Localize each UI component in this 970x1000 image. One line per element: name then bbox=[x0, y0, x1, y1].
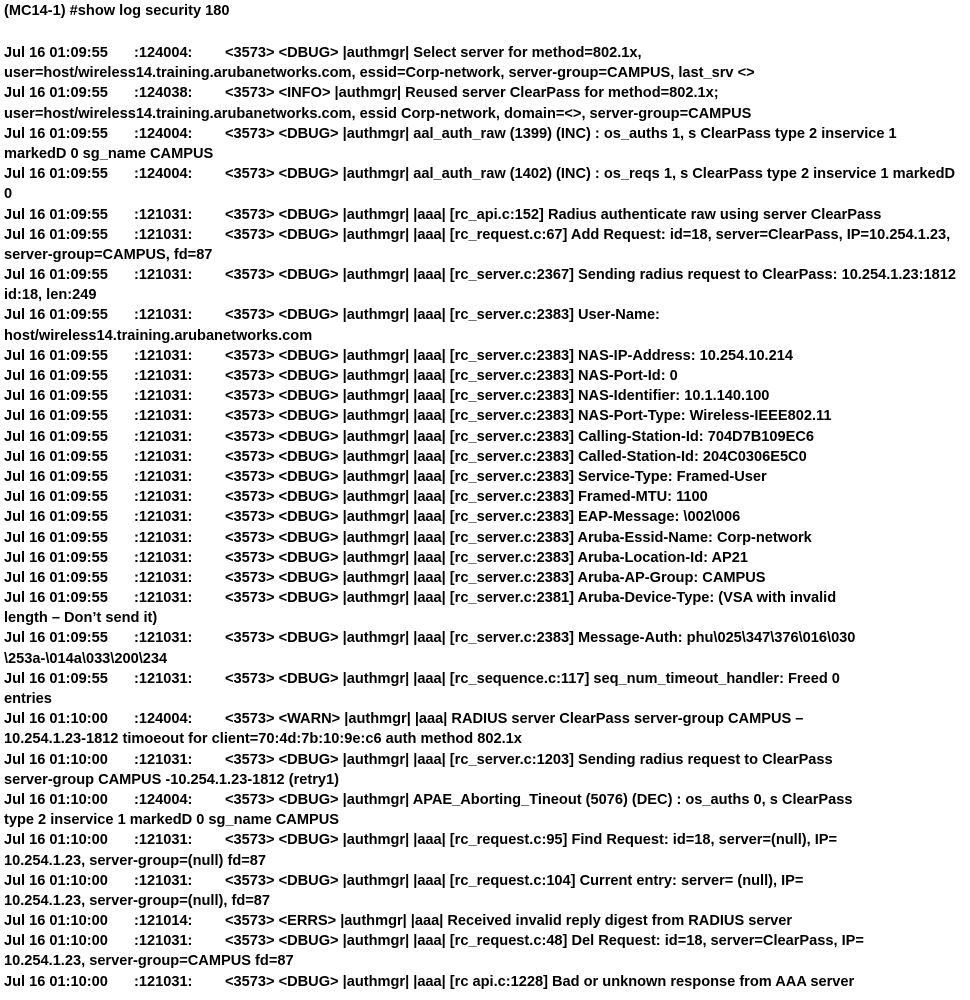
log-message-continued: host/wireless14.training.arubanetworks.com bbox=[4, 327, 313, 344]
log-code: :121031: bbox=[134, 468, 193, 485]
log-timestamp: Jul 16 01:09:55 bbox=[4, 670, 108, 687]
log-message: <3573> <WARN> |authmgr| |aaa| RADIUS server ClearPass server-group CAMPUS – bbox=[225, 711, 804, 728]
log-message: <3573> <DBUG> |authmgr| |aaa| [rc_api.c:152] Radius authenticate raw using server ClearPass bbox=[225, 206, 882, 223]
log-code: :121031: bbox=[134, 590, 193, 607]
log-line bbox=[0, 487, 970, 507]
log-code: :124004: bbox=[134, 45, 193, 61]
log-line bbox=[0, 164, 970, 184]
log-message: <3573> <DBUG> |authmgr| |aaa| [rc_request.c:67] Add Request: id=18, server=ClearPass, IP=10.254.1.23, bbox=[225, 226, 951, 243]
log-message: <3573> <DBUG> |authmgr| |aaa| [rc_request.c:95] Find Request: id=18, server=(null), IP= bbox=[225, 832, 838, 849]
log-message: <3573> <DBUG> |authmgr| |aaa| [rc_server.c:2383] Called-Station-Id: 204C0306E5C0 bbox=[225, 448, 807, 465]
log-code: :124038: bbox=[134, 85, 193, 102]
log-line bbox=[0, 205, 970, 225]
log-line bbox=[0, 406, 970, 426]
log-line-continuation bbox=[0, 608, 970, 628]
log-code: :121031: bbox=[134, 368, 193, 384]
log-entry bbox=[0, 709, 970, 749]
log-line bbox=[0, 790, 970, 810]
log-line bbox=[0, 124, 970, 144]
log-code: :121031: bbox=[134, 307, 193, 324]
log-message-continued: markedD 0 sg_name CAMPUS bbox=[4, 145, 214, 162]
log-line-continuation bbox=[0, 649, 970, 669]
log-message: <3573> <DBUG> |authmgr| aal_auth_raw (1402) (INC) : os_reqs 1, s ClearPass type 2 inservice 1 markedD bbox=[225, 166, 956, 183]
log-message: <3573> <DBUG> |authmgr| |aaa| [rc_server.c:2383] Message-Auth: phu\025\347\376\016\030 bbox=[225, 630, 856, 647]
log-code: :121031: bbox=[134, 670, 193, 687]
log-timestamp: Jul 16 01:10:00 bbox=[4, 751, 108, 768]
log-code: :121031: bbox=[134, 206, 193, 223]
log-entry bbox=[0, 669, 970, 709]
log-message: <3573> <DBUG> |authmgr| APAE_Aborting_Tineout (5076) (DEC) : os_auths 0, s ClearPass bbox=[225, 791, 853, 808]
log-entry bbox=[0, 548, 970, 568]
log-entry bbox=[0, 628, 970, 668]
log-message: <3573> <DBUG> |authmgr| |aaa| [rc api.c:1228] Bad or unknown response from AAA server bbox=[225, 973, 855, 990]
log-message: <3573> <DBUG> |authmgr| |aaa| [rc_server.c:2383] Aruba-Location-Id: AP21 bbox=[225, 549, 748, 566]
log-code: :121031: bbox=[134, 408, 193, 425]
log-code: :121031: bbox=[134, 751, 193, 768]
log-timestamp: Jul 16 01:09:55 bbox=[4, 368, 108, 384]
log-code: :124004: bbox=[134, 791, 193, 808]
log-line-continuation bbox=[0, 245, 970, 265]
log-message-continued: server-group CAMPUS -10.254.1.23-1812 (retry1) bbox=[4, 771, 339, 788]
log-code: :121031: bbox=[134, 529, 193, 546]
log-message: <3573> <DBUG> |authmgr| |aaa| [rc_request.c:48] Del Request: id=18, server=ClearPass, IP= bbox=[225, 933, 864, 950]
log-message-continued: entries bbox=[4, 691, 52, 707]
log-entry bbox=[0, 83, 970, 123]
log-message: <3573> <DBUG> |authmgr| |aaa| [rc_server.c:2383] NAS-IP-Address: 10.254.10.214 bbox=[225, 347, 793, 364]
log-timestamp: Jul 16 01:09:55 bbox=[4, 307, 108, 324]
log-entry bbox=[0, 871, 970, 911]
log-timestamp: Jul 16 01:09:55 bbox=[4, 408, 108, 425]
log-entry bbox=[0, 588, 970, 628]
log-entry bbox=[0, 750, 970, 790]
log-message: <3573> <DBUG> |authmgr| |aaa| [rc_server.c:2383] Aruba-AP-Group: CAMPUS bbox=[225, 569, 766, 586]
log-timestamp: Jul 16 01:09:55 bbox=[4, 226, 108, 243]
log-line bbox=[0, 548, 970, 568]
log-code: :121031: bbox=[134, 428, 193, 445]
log-entry bbox=[0, 972, 970, 992]
log-timestamp: Jul 16 01:10:00 bbox=[4, 791, 108, 808]
log-message: <3573> <DBUG> |authmgr| |aaa| [rc_server.c:2383] Aruba-Essid-Name: Corp-network bbox=[225, 529, 812, 546]
log-message-continued: \253a-\014a\033\200\234 bbox=[4, 650, 168, 667]
log-message: <3573> <DBUG> |authmgr| |aaa| [rc_server.c:2383] NAS-Identifier: 10.1.140.100 bbox=[225, 388, 770, 405]
log-timestamp: Jul 16 01:09:55 bbox=[4, 388, 108, 405]
log-line bbox=[0, 972, 970, 992]
log-timestamp: Jul 16 01:09:55 bbox=[4, 569, 108, 586]
log-message-continued: 10.254.1.23, server-group=(null) fd=87 bbox=[4, 852, 266, 869]
log-timestamp: Jul 16 01:09:55 bbox=[4, 630, 108, 647]
log-entry bbox=[0, 830, 970, 870]
log-entry bbox=[0, 427, 970, 447]
log-message-continued: user=host/wireless14.training.arubanetworks.com, essid=Corp-network, server-group=CAMPUS, last_srv <> bbox=[4, 65, 755, 82]
log-timestamp: Jul 16 01:10:00 bbox=[4, 933, 108, 950]
log-code: :121014: bbox=[134, 913, 193, 930]
log-code: :121031: bbox=[134, 388, 193, 405]
log-entry bbox=[0, 366, 970, 386]
log-message: <3573> <INFO> |authmgr| Reused server ClearPass for method=802.1x; bbox=[225, 85, 719, 102]
log-timestamp: Jul 16 01:09:55 bbox=[4, 509, 108, 526]
security-log bbox=[0, 43, 970, 992]
log-timestamp: Jul 16 01:10:00 bbox=[4, 711, 108, 728]
log-message-continued: 10.254.1.23, server-group=CAMPUS fd=87 bbox=[4, 953, 294, 970]
log-entry bbox=[0, 528, 970, 548]
log-line-continuation bbox=[0, 104, 970, 124]
log-entry bbox=[0, 790, 970, 830]
log-message: <3573> <DBUG> |authmgr| |aaa| [rc_server.c:2383] NAS-Port-Id: 0 bbox=[225, 368, 678, 384]
log-code: :121031: bbox=[134, 448, 193, 465]
log-message-continued: 0 bbox=[4, 186, 13, 203]
log-line bbox=[0, 507, 970, 527]
command-prompt: (MC14-1) #show log security 180 bbox=[4, 3, 230, 19]
log-code: :121031: bbox=[134, 933, 193, 950]
log-timestamp: Jul 16 01:10:00 bbox=[4, 973, 108, 990]
log-line-continuation bbox=[0, 184, 970, 204]
log-line-continuation bbox=[0, 891, 970, 911]
log-line bbox=[0, 528, 970, 548]
log-timestamp: Jul 16 01:09:55 bbox=[4, 45, 108, 61]
log-message-continued: 10.254.1.23-1812 timoeout for client=70:4d:7b:10:9e:c6 auth method 802.1x bbox=[4, 731, 522, 748]
log-entry bbox=[0, 386, 970, 406]
log-line-continuation bbox=[0, 326, 970, 346]
log-line bbox=[0, 447, 970, 467]
log-line bbox=[0, 43, 970, 63]
log-message: <3573> <DBUG> |authmgr| |aaa| [rc_server.c:2383] EAP-Message: \002\006 bbox=[225, 509, 741, 526]
log-line-continuation bbox=[0, 285, 970, 305]
log-entry bbox=[0, 164, 970, 204]
log-message: <3573> <DBUG> |authmgr| Select server for method=802.1x, bbox=[225, 45, 642, 61]
log-entry bbox=[0, 931, 970, 971]
log-line bbox=[0, 83, 970, 103]
log-code: :124004: bbox=[134, 166, 193, 183]
log-line bbox=[0, 709, 970, 729]
log-message-continued: server-group=CAMPUS, fd=87 bbox=[4, 246, 213, 263]
log-entry bbox=[0, 487, 970, 507]
log-line bbox=[0, 669, 970, 689]
log-message: <3573> <DBUG> |authmgr| |aaa| [rc_server.c:2383] Service-Type: Framed-User bbox=[225, 468, 767, 485]
log-line bbox=[0, 628, 970, 648]
log-line bbox=[0, 366, 970, 386]
log-message: <3573> <DBUG> |authmgr| |aaa| [rc_server.c:1203] Sending radius request to ClearPass bbox=[225, 751, 833, 768]
log-code: :121031: bbox=[134, 267, 193, 284]
log-message: <3573> <DBUG> |authmgr| |aaa| [rc_sequence.c:117] seq_num_timeout_handler: Freed 0 bbox=[225, 670, 840, 687]
log-line bbox=[0, 265, 970, 285]
log-line bbox=[0, 467, 970, 487]
log-line-continuation bbox=[0, 770, 970, 790]
log-entry bbox=[0, 265, 970, 305]
log-code: :121031: bbox=[134, 347, 193, 364]
log-code: :121031: bbox=[134, 872, 193, 889]
log-message: <3573> <DBUG> |authmgr| |aaa| [rc_server.c:2383] Calling-Station-Id: 704D7B109EC6 bbox=[225, 428, 814, 445]
log-timestamp: Jul 16 01:09:55 bbox=[4, 125, 108, 142]
log-message-continued: type 2 inservice 1 markedD 0 sg_name CAMPUS bbox=[4, 812, 339, 829]
log-line-continuation bbox=[0, 729, 970, 749]
log-message: <3573> <DBUG> |authmgr| |aaa| [rc_server.c:2383] NAS-Port-Type: Wireless-IEEE802.11 bbox=[225, 408, 832, 425]
log-message: <3573> <DBUG> |authmgr| |aaa| [rc_server.c:2383] Framed-MTU: 1100 bbox=[225, 489, 708, 506]
log-timestamp: Jul 16 01:09:55 bbox=[4, 347, 108, 364]
log-message: <3573> <DBUG> |authmgr| |aaa| [rc_server.c:2381] Aruba-Device-Type: (VSA with invalid bbox=[225, 590, 837, 607]
log-line bbox=[0, 305, 970, 325]
log-line-continuation bbox=[0, 144, 970, 164]
log-line bbox=[0, 386, 970, 406]
log-code: :121031: bbox=[134, 973, 193, 990]
log-entry bbox=[0, 124, 970, 164]
log-line bbox=[0, 911, 970, 931]
log-code: :121031: bbox=[134, 569, 193, 586]
log-line bbox=[0, 830, 970, 850]
log-line bbox=[0, 568, 970, 588]
log-timestamp: Jul 16 01:09:55 bbox=[4, 428, 108, 445]
log-message: <3573> <DBUG> |authmgr| |aaa| [rc_server.c:2383] User-Name: bbox=[225, 307, 660, 324]
log-message-continued: 10.254.1.23, server-group=(null), fd=87 bbox=[4, 892, 271, 909]
log-line bbox=[0, 871, 970, 891]
log-code: :121031: bbox=[134, 489, 193, 506]
log-timestamp: Jul 16 01:10:00 bbox=[4, 872, 108, 889]
log-code: :121031: bbox=[134, 549, 193, 566]
log-entry bbox=[0, 43, 970, 83]
log-line-continuation bbox=[0, 951, 970, 971]
log-code: :121031: bbox=[134, 630, 193, 647]
log-entry bbox=[0, 507, 970, 527]
log-code: :121031: bbox=[134, 509, 193, 526]
log-timestamp: Jul 16 01:09:55 bbox=[4, 549, 108, 566]
log-entry bbox=[0, 911, 970, 931]
log-timestamp: Jul 16 01:09:55 bbox=[4, 489, 108, 506]
log-timestamp: Jul 16 01:09:55 bbox=[4, 448, 108, 465]
log-line bbox=[0, 750, 970, 770]
log-entry bbox=[0, 346, 970, 366]
log-line-continuation bbox=[0, 689, 970, 709]
log-entry bbox=[0, 467, 970, 487]
log-message: <3573> <ERRS> |authmgr| |aaa| Received invalid reply digest from RADIUS server bbox=[225, 913, 793, 930]
log-line bbox=[0, 346, 970, 366]
log-timestamp: Jul 16 01:09:55 bbox=[4, 267, 108, 284]
log-timestamp: Jul 16 01:10:00 bbox=[4, 832, 108, 849]
log-message-continued: length – Don’t send it) bbox=[4, 610, 158, 627]
log-timestamp: Jul 16 01:09:55 bbox=[4, 468, 108, 485]
log-timestamp: Jul 16 01:10:00 bbox=[4, 913, 108, 930]
log-line-continuation bbox=[0, 851, 970, 871]
log-message-continued: user=host/wireless14.training.arubanetworks.com, essid Corp-network, domain=<>, server-group=CAMPUS bbox=[4, 105, 752, 122]
log-line bbox=[0, 427, 970, 447]
log-message: <3573> <DBUG> |authmgr| |aaa| [rc_server.c:2367] Sending radius request to ClearPass: 10.254.1.23:1812 bbox=[225, 267, 956, 284]
log-entry bbox=[0, 406, 970, 426]
log-entry bbox=[0, 225, 970, 265]
log-timestamp: Jul 16 01:09:55 bbox=[4, 529, 108, 546]
log-entry bbox=[0, 305, 970, 345]
log-line bbox=[0, 225, 970, 245]
log-message: <3573> <DBUG> |authmgr| |aaa| [rc_request.c:104] Current entry: server= (null), IP= bbox=[225, 872, 804, 889]
log-line-continuation bbox=[0, 63, 970, 83]
log-code: :121031: bbox=[134, 832, 193, 849]
log-entry bbox=[0, 568, 970, 588]
log-code: :121031: bbox=[134, 226, 193, 243]
log-message: <3573> <DBUG> |authmgr| aal_auth_raw (1399) (INC) : os_auths 1, s ClearPass type 2 inservice 1 bbox=[225, 125, 897, 142]
log-code: :124004: bbox=[134, 711, 193, 728]
log-entry bbox=[0, 205, 970, 225]
log-line bbox=[0, 588, 970, 608]
log-line bbox=[0, 931, 970, 951]
log-code: :124004: bbox=[134, 125, 193, 142]
log-timestamp: Jul 16 01:09:55 bbox=[4, 166, 108, 183]
log-timestamp: Jul 16 01:09:55 bbox=[4, 85, 108, 102]
log-line-continuation bbox=[0, 810, 970, 830]
log-timestamp: Jul 16 01:09:55 bbox=[4, 206, 108, 223]
log-entry bbox=[0, 447, 970, 467]
log-message-continued: id:18, len:249 bbox=[4, 287, 97, 304]
log-timestamp: Jul 16 01:09:55 bbox=[4, 590, 108, 607]
